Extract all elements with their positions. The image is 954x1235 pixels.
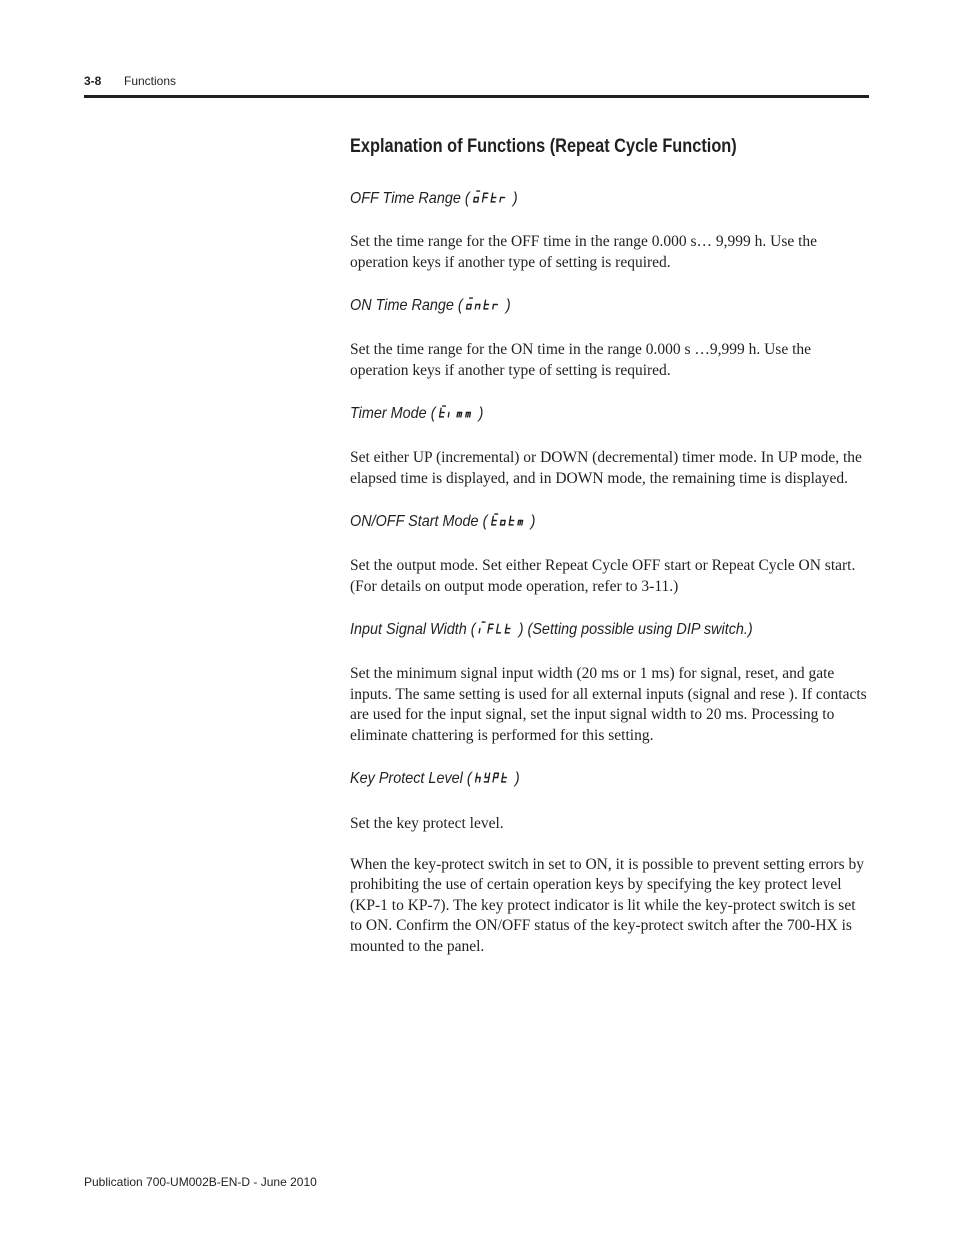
subheading-on-time-range (350, 295, 818, 317)
subheading-text: ON Time Range ( (350, 297, 463, 314)
page-number: 3-8 (84, 74, 102, 88)
subheading-text: Key Protect Level ( (350, 770, 472, 787)
subheading-text: ON/OFF Start Mode ( (350, 513, 488, 530)
paragraph: Set the time range for the ON time in the range 0.000 s …9,999 h. Use the operation keys if another type of setting is required. (350, 341, 812, 379)
segment (459, 413, 460, 417)
subheading-text: Input Signal Width ( (350, 621, 476, 638)
page-title: Explanation of Functions (Repeat Cycle Function) (350, 136, 737, 157)
subheading-key-protect-level (350, 768, 818, 790)
subheading-input-signal-width (350, 619, 818, 641)
segment (498, 624, 499, 628)
seven-segment-code-icon (487, 513, 530, 527)
subheading-off-time-range (350, 188, 818, 210)
footer-publication: Publication 700-UM002B-EN-D - June 2010 (84, 1175, 317, 1189)
subheading-text-end: ) (505, 297, 511, 314)
subheading-text-end: ) (512, 190, 518, 207)
segment (468, 413, 469, 417)
paragraph: Set the key protect level. (350, 815, 504, 832)
seven-segment-code-icon (476, 621, 519, 635)
segment (480, 629, 481, 633)
subheading-text: OFF Time Range ( (350, 190, 470, 207)
paragraph: Set the output mode. Set either Repeat Cycle OFF start or Repeat Cycle ON start. (For details on output mode operation, refer to 3-11.) (350, 557, 856, 595)
seven-segment-code-icon (472, 770, 515, 784)
subheading-text-end: ) (514, 770, 520, 787)
paragraph: When the key-protect switch in set to ON, it is possible to prevent setting errors by prohibiting the use of certain operation keys by specifying the key protect level (KP-1 to KP-7). The key protect indicator is lit while the key-protect switch is set to ON. Confirm the ON/OFF status of the key-protect switch after the 700-HX is mounted to the panel. (350, 855, 864, 955)
subheading-text-end: ) (530, 513, 536, 530)
subheading-text: Timer Mode ( (350, 405, 436, 422)
segment (520, 521, 521, 525)
seven-segment-code-icon (463, 297, 506, 311)
seven-segment-code-icon (435, 405, 478, 419)
subheading-text-end: ) (478, 405, 484, 422)
subheading-timer-mode (350, 403, 818, 425)
seven-segment-code-icon (470, 190, 513, 204)
running-header-section: Functions (124, 74, 177, 88)
header-rule (84, 95, 869, 98)
paragraph: Set the minimum signal input width (20 ms or 1 ms) for signal, reset, and gate inputs. The same setting is used for all external inputs (signal and rese ). If contacts are used for the input signal, set the input signal width to 20 ms. Processing to eliminate chattering is performed for this setting. (350, 665, 867, 744)
main-content (350, 134, 870, 957)
subheading-on-off-start-mode (350, 511, 818, 533)
paragraph: Set the time range for the OFF time in the range 0.000 s… 9,999 h. Use the operation keys if another type of setting is required. (350, 233, 818, 271)
paragraph: Set either UP (incremental) or DOWN (decremental) timer mode. In UP mode, the elapsed time is displayed, and in DOWN mode, the remaining time is displayed. (350, 449, 862, 487)
subheading-text-end: ) (Setting possible using DIP switch.) (518, 621, 753, 638)
segment (448, 413, 449, 417)
